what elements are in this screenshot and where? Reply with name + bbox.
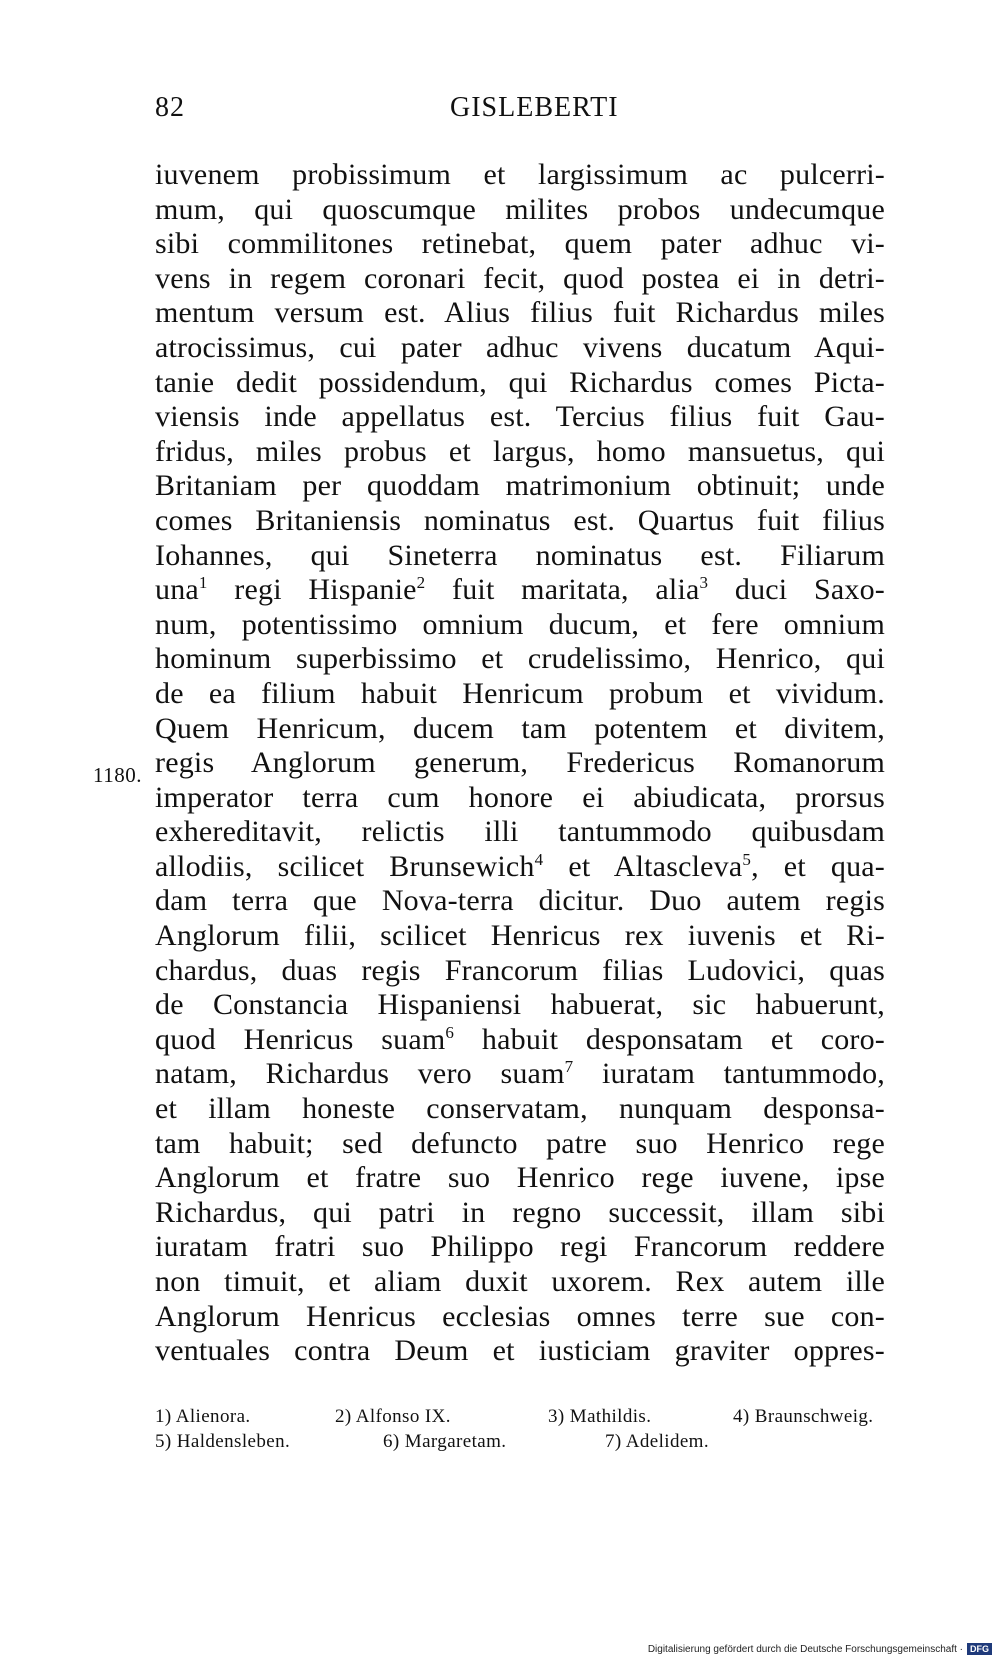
footnote-item: 7) Adelidem.: [605, 1431, 710, 1452]
text-line: [155, 677, 885, 712]
text-line: [155, 884, 885, 919]
text-segment: iuratam fratri suo Philippo regi Francorum reddere: [155, 1230, 885, 1264]
text-line: [155, 1023, 885, 1058]
footnote-line: [155, 1404, 891, 1429]
footnote-item: 4) Braunschweig.: [733, 1406, 874, 1427]
text-segment: Anglorum filii, scilicet Henricus rex iuvenis et Ri-: [155, 919, 885, 953]
text-segment: tanie dedit possidendum, qui Richardus comes Picta-: [155, 365, 885, 399]
text-segment: viensis inde appellatus est. Tercius filius fuit Gau-: [155, 400, 885, 434]
text-line: [155, 573, 885, 608]
text-line: [155, 158, 885, 193]
text-line: [155, 504, 885, 539]
text-line: [155, 1334, 885, 1369]
text-segment: sibi commilitones retinebat, quem pater adhuc vi-: [155, 227, 885, 261]
text-segment: Anglorum Henricus ecclesias omnes terre sue con-: [155, 1299, 885, 1333]
text-segment: quod Henricus suam: [155, 1022, 446, 1056]
text-segment: num, potentissimo omnium ducum, et fere omnium: [155, 607, 885, 641]
text-line: [155, 712, 885, 747]
text-segment: regi Hispanie: [207, 573, 417, 607]
text-line: [155, 296, 885, 331]
text-segment: hominum superbissimo et crudelissimo, Henrico, qui: [155, 642, 885, 676]
text-segment: fuit maritata, alia: [425, 573, 700, 607]
text-line: [155, 435, 885, 470]
text-segment: regis Anglorum generum, Fredericus Romanorum: [155, 746, 885, 780]
footnote-marker: 5: [742, 849, 752, 869]
text-segment: allodiis, scilicet Brunsewich: [155, 849, 535, 883]
text-segment: natam, Richardus vero suam: [155, 1057, 565, 1091]
dfg-logo: DFG: [967, 1643, 992, 1655]
footnote-item: 3) Mathildis.: [548, 1406, 652, 1427]
text-line: [155, 227, 885, 262]
text-segment: duci Saxo-: [708, 573, 885, 607]
text-segment: mentum versum est. Alius filius fuit Richardus miles: [155, 296, 885, 330]
text-segment: Richardus, qui patri in regno successit, illam sibi: [155, 1195, 885, 1229]
text-segment: una: [155, 573, 199, 607]
text-segment: dam terra que Nova-terra dicitur. Duo autem regis: [155, 884, 885, 918]
text-segment: exhereditavit, relictis illi tantummodo quibusdam: [155, 815, 885, 849]
text-line: [155, 919, 885, 954]
text-line: [155, 366, 885, 401]
main-text: [155, 158, 885, 1369]
text-line: [155, 1265, 885, 1300]
footnote-marker: 3: [699, 573, 709, 593]
page-number: 82: [155, 92, 185, 123]
text-line: [155, 539, 885, 574]
text-segment: Anglorum et fratre suo Henrico rege iuvene, ipse: [155, 1161, 885, 1195]
margin-year-note: 1180.: [93, 763, 142, 787]
text-segment: iuvenem probissimum et largissimum ac pulcerri-: [155, 158, 885, 191]
footnote-line: [155, 1429, 891, 1454]
text-segment: et illam honeste conservatam, nunquam desponsa-: [155, 1092, 885, 1126]
text-segment: habuit desponsatam et coro-: [454, 1022, 885, 1056]
footnote-marker: 1: [198, 573, 208, 593]
text-line: [155, 400, 885, 435]
text-line: [155, 815, 885, 850]
text-segment: comes Britaniensis nominatus est. Quartus fuit filius: [155, 503, 885, 537]
text-line: [155, 1300, 885, 1335]
text-line: [155, 331, 885, 366]
text-line: [155, 1230, 885, 1265]
text-line: [155, 1057, 885, 1092]
footnote-marker: 4: [534, 849, 544, 869]
text-line: [155, 608, 885, 643]
text-segment: chardus, duas regis Francorum filias Ludovici, quas: [155, 953, 885, 987]
text-segment: Iohannes, qui Sineterra nominatus est. Filiarum: [155, 538, 885, 572]
text-segment: , et qua-: [751, 849, 885, 883]
footnote-item: 1) Alienora.: [155, 1406, 251, 1427]
text-segment: iuratam tantummodo,: [573, 1057, 886, 1091]
text-line: [155, 1127, 885, 1162]
text-line: [155, 193, 885, 228]
footnote-marker: 6: [445, 1022, 455, 1042]
text-segment: de ea filium habuit Henricum probum et vividum.: [155, 676, 885, 710]
text-line: [155, 1161, 885, 1196]
footnotes: [155, 1404, 891, 1454]
text-segment: mum, qui quoscumque milites probos undecumque: [155, 192, 885, 226]
text-segment: Britaniam per quoddam matrimonium obtinuit; unde: [155, 469, 885, 503]
text-line: [155, 988, 885, 1023]
text-line: [155, 1092, 885, 1127]
footnote-item: 6) Margaretam.: [383, 1431, 507, 1452]
text-line: [155, 850, 885, 885]
text-line: [155, 1196, 885, 1231]
text-line: [155, 469, 885, 504]
text-line: [155, 781, 885, 816]
text-segment: fridus, miles probus et largus, homo mansuetus, qui: [155, 434, 885, 468]
footnote-marker: 7: [564, 1057, 574, 1077]
text-segment: imperator terra cum honore ei abiudicata, prorsus: [155, 780, 885, 814]
text-segment: vens in regem coronari fecit, quod postea ei in detri-: [155, 261, 885, 295]
text-line: [155, 262, 885, 297]
page-header: [155, 92, 885, 132]
text-segment: de Constancia Hispaniensi habuerat, sic habuerunt,: [155, 988, 885, 1022]
text-line: [155, 746, 885, 781]
text-segment: non timuit, et aliam duxit uxorem. Rex autem ille: [155, 1265, 885, 1298]
text-segment: et Altascleva: [543, 849, 743, 883]
text-segment: atrocissimus, cui pater adhuc vivens ducatum Aqui-: [155, 330, 885, 364]
running-title: GISLEBERTI: [450, 92, 619, 123]
footnote-item: 5) Haldensleben.: [155, 1431, 291, 1452]
footnote-item: 2) Alfonso IX.: [335, 1406, 451, 1427]
credit-text: Digitalisierung gefördert durch die Deutsche Forschungsgemeinschaft ·: [647, 1643, 963, 1655]
text-segment: tam habuit; sed defuncto patre suo Henrico rege: [155, 1126, 885, 1160]
text-segment: ventuales contra Deum et iusticiam graviter oppres-: [155, 1334, 885, 1368]
footnote-marker: 2: [416, 573, 426, 593]
text-segment: Quem Henricum, ducem tam potentem et divitem,: [155, 711, 885, 745]
text-line: [155, 954, 885, 989]
text-line: [155, 642, 885, 677]
digitization-credit: [648, 1643, 992, 1655]
